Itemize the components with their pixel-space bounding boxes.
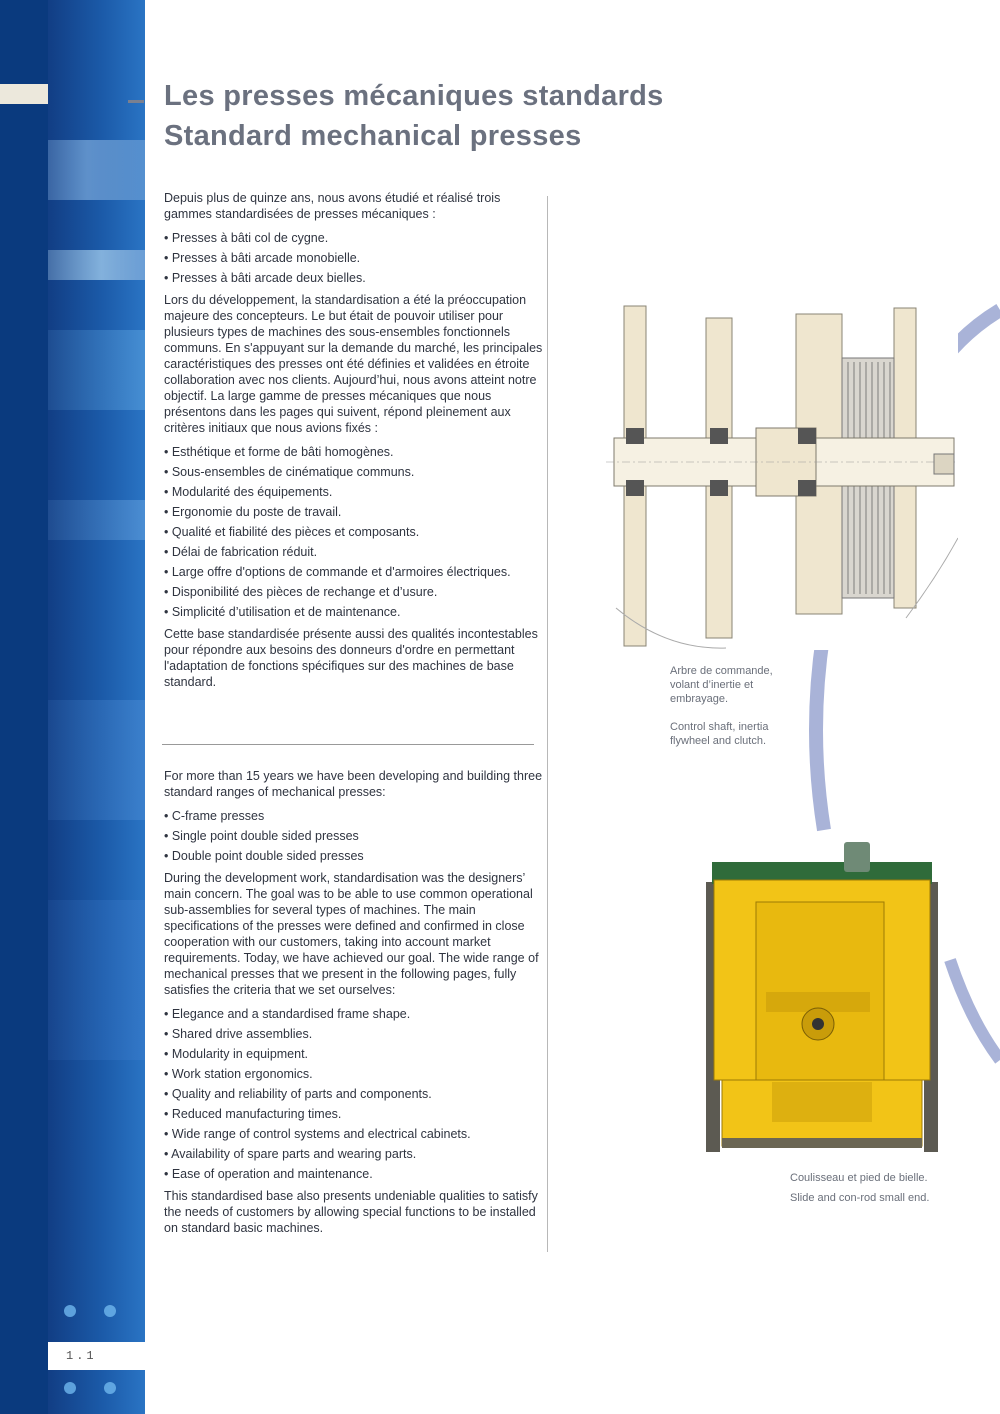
list-item: • Presses à bâti arcade monobielle. (164, 251, 361, 265)
list-item: • Simplicité d’utilisation et de maintenance. (164, 605, 401, 619)
title-dash (128, 100, 144, 103)
decorative-dot (64, 1382, 76, 1394)
english-body: During the development work, standardisation was the designers’ main concern. The goal was to be able to use common operational sub-assemblies for several types of machines. The main specifications of the presses were defined and confirmed in close cooperation with our customers, taking into account market requirements. Today, we have achieved our goal. The wide range of mechanical presses that we present in the following pages, fully satisfies the criteria that we set ourselves: (164, 871, 539, 997)
french-ranges-list (164, 230, 544, 286)
french-text-block (164, 190, 544, 698)
column-divider (547, 196, 548, 1252)
list-item: • Modularity in equipment. (164, 1047, 309, 1061)
diagram-caption-english: Control shaft, inertia flywheel and clutch. (670, 721, 769, 747)
decorative-dot (64, 1305, 76, 1317)
list-item: • Esthétique et forme de bâti homogènes. (164, 445, 394, 459)
list-item: • Wide range of control systems and electrical cabinets. (164, 1127, 471, 1141)
french-closing: Cette base standardisée présente aussi des qualités incontestables pour répondre aux besoins des donneurs d'ordre en permettant l'adaptation de fonctions spécifiques sur des machines de base standard. (164, 627, 538, 689)
english-ranges-list (164, 808, 544, 864)
sidebar-tab-marker (0, 84, 48, 104)
decorative-dot (104, 1305, 116, 1317)
diagram-caption-french: Arbre de commande, volant d’inertie et embrayage. (670, 665, 773, 705)
list-item: • Elegance and a standardised frame shape. (164, 1007, 411, 1021)
list-item: • Ease of operation and maintenance. (164, 1167, 373, 1181)
photo-caption-french: Coulisseau et pied de bielle. (790, 1172, 928, 1184)
list-item: • Presses à bâti col de cygne. (164, 231, 329, 245)
french-criteria-list (164, 444, 544, 620)
title-english: Standard mechanical presses (164, 120, 582, 152)
page-number: 1.1 (66, 1349, 97, 1363)
list-item: • Disponibilité des pièces de rechange et d’usure. (164, 585, 438, 599)
shaft-flywheel-diagram (606, 278, 958, 650)
page-title (164, 76, 664, 156)
english-intro: For more than 15 years we have been developing and building three standard ranges of mechanical presses: (164, 769, 543, 799)
list-item: • Sous-ensembles de cinématique communs. (164, 465, 415, 479)
list-item: • Presses à bâti arcade deux bielles. (164, 271, 366, 285)
french-body: Lors du développement, la standardisation a été la préoccupation majeure des concepteurs. Le but était de pouvoir utiliser pour plusieurs types de machines des sous-ensembles fonctionnels communs. En s'appuyant sur la demande du marché, les principales caractéristiques des presses ont été définies et validées en étroite collaboration avec nos clients. Aujourd’hui, nous avons atteint notre objectif. La large gamme de presses mécaniques que nous présentons dans les pages qui suivent, répond pleinement aux critères initiaux que nous avions fixés : (164, 293, 543, 435)
section-divider (162, 744, 534, 745)
list-item: • Single point double sided presses (164, 829, 359, 843)
list-item: • Large offre d'options de commande et d'armoires électriques. (164, 565, 511, 579)
list-item: • Work station ergonomics. (164, 1067, 313, 1081)
decorative-dot (104, 1382, 116, 1394)
french-intro: Depuis plus de quinze ans, nous avons étudié et réalisé trois gammes standardisées de presses mécaniques : (164, 191, 501, 221)
title-french: Les presses mécaniques standards (164, 80, 664, 112)
press-slide-photo (706, 842, 938, 1152)
english-text-block (164, 768, 544, 1244)
list-item: • Délai de fabrication réduit. (164, 545, 318, 559)
photo-caption-english: Slide and con-rod small end. (790, 1192, 930, 1204)
list-item: • Reduced manufacturing times. (164, 1107, 342, 1121)
list-item: • Modularité des équipements. (164, 485, 333, 499)
list-item: • Shared drive assemblies. (164, 1027, 313, 1041)
sidebar-edge-stripe (0, 0, 48, 1414)
list-item: • Ergonomie du poste de travail. (164, 505, 342, 519)
english-criteria-list (164, 1006, 544, 1182)
english-closing: This standardised base also presents undeniable qualities to satisfy the needs of customers by allowing special functions to be installed on standard basic machines. (164, 1189, 538, 1235)
list-item: • C-frame presses (164, 809, 265, 823)
list-item: • Availability of spare parts and wearing parts. (164, 1147, 417, 1161)
list-item: • Qualité et fiabilité des pièces et composants. (164, 525, 420, 539)
list-item: • Quality and reliability of parts and components. (164, 1087, 432, 1101)
list-item: • Double point double sided presses (164, 849, 364, 863)
